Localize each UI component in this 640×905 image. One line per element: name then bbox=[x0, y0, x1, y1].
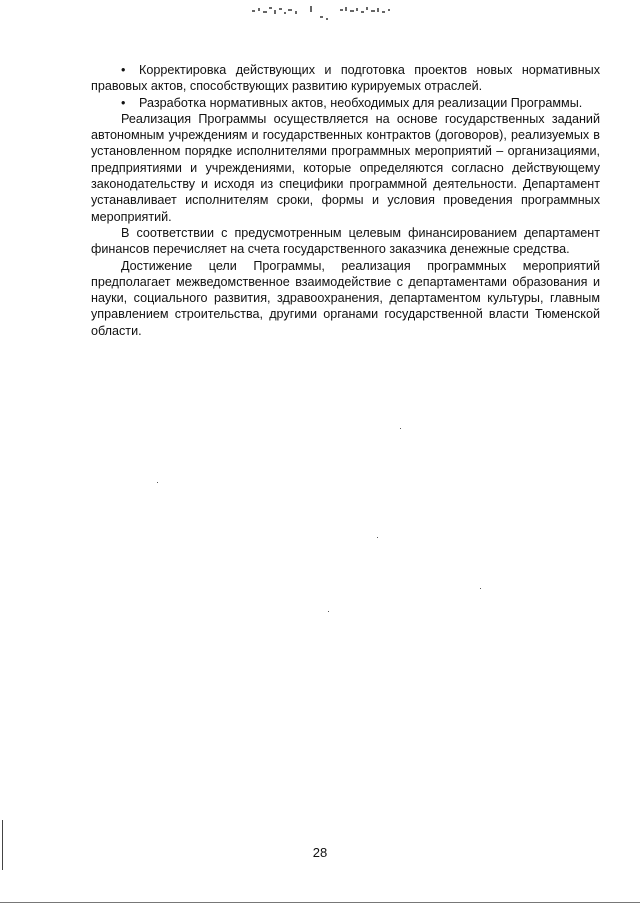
scan-bottom-edge bbox=[0, 902, 640, 903]
bullet-text: Корректировка действующих и подготовка проектов новых нормативных правовых актов, способствующих развитию курируемых отраслей. bbox=[91, 63, 600, 94]
scan-edge-mark bbox=[2, 820, 3, 870]
bullet-item bbox=[91, 62, 600, 95]
paragraph-interaction: Достижение цели Программы, реализация программных мероприятий предполагает межведомственное взаимодействие с департаментами образования и науки, социального развития, здравоохранения, департаментом культуры, главным управлением строительства, другими органами государственной власти Тюменской области. bbox=[91, 258, 600, 338]
scan-speck bbox=[400, 428, 401, 429]
bullet-item bbox=[91, 95, 600, 111]
scan-speck bbox=[480, 588, 481, 589]
scan-speck bbox=[328, 611, 329, 612]
paragraph-financing: В соответствии с предусмотренным целевым финансированием департамент финансов перечисляет на счета государственного заказчика денежные средства. bbox=[91, 225, 600, 257]
scan-artifact-top bbox=[250, 2, 400, 24]
bullet-marker: • bbox=[121, 95, 126, 110]
scan-speck bbox=[377, 537, 378, 538]
bullet-marker: • bbox=[121, 63, 126, 77]
scan-speck bbox=[157, 482, 158, 483]
paragraph-implementation: Реализация Программы осуществляется на основе государственных заданий автономным учреждениям и государственных контрактов (договоров), реализуемых в установленном порядке исполнителями программных мероприятий – организациями, предприятиями и учреждениями, которые определяются согласно действующему законодательству и исходя из специфики программной деятельности. Департамент устанавливает исполнителям сроки, формы и условия проведения программных мероприятий. bbox=[91, 111, 600, 224]
bullet-text: Разработка нормативных актов, необходимых для реализации Программы. bbox=[139, 95, 583, 110]
document-body bbox=[91, 62, 600, 339]
page-number: 28 bbox=[312, 845, 328, 860]
